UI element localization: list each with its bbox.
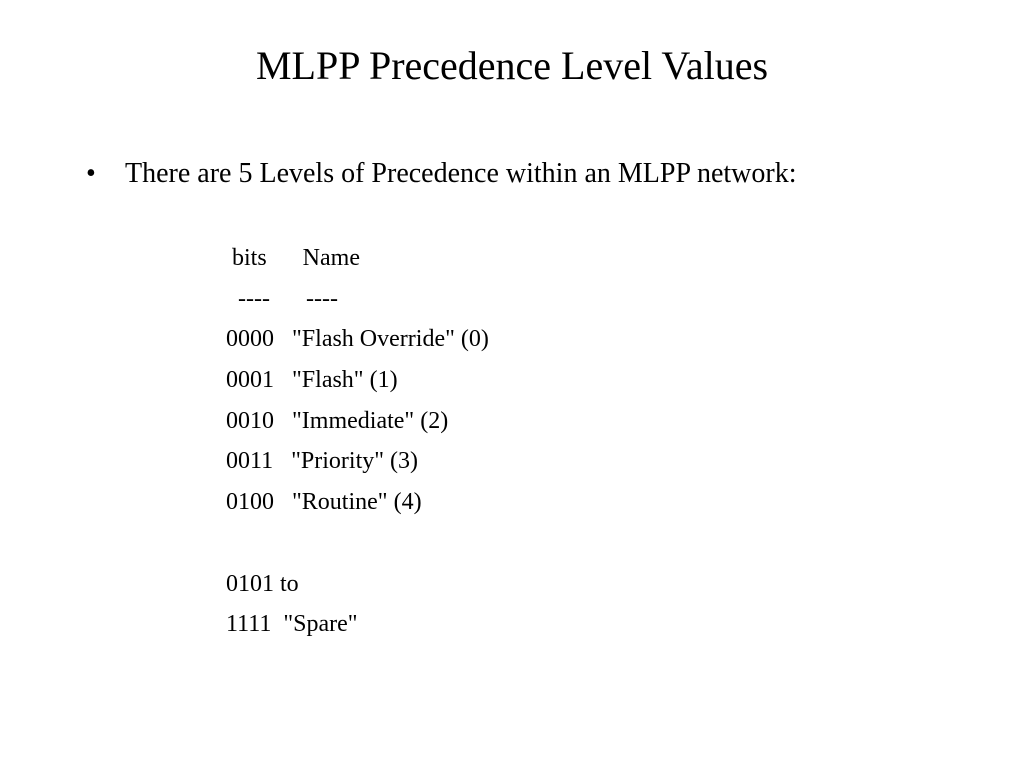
spare-range-start: 0101 to xyxy=(226,570,299,597)
table-row: 0011 "Priority" (3) xyxy=(226,448,419,475)
table-separator: ---- ---- xyxy=(226,285,338,312)
table-row: 0001 "Flash" (1) xyxy=(226,367,398,394)
table-header: bits Name xyxy=(226,245,360,271)
spare-range-end: 1111 "Spare" xyxy=(226,611,358,638)
slide-title: MLPP Precedence Level Values xyxy=(255,43,769,88)
blank-line xyxy=(226,526,646,567)
table-row: 0010 "Immediate" (2) xyxy=(226,407,449,434)
table-row: 0000 "Flash Override" (0) xyxy=(226,326,489,353)
bullet-marker: • xyxy=(86,158,96,189)
precedence-table xyxy=(226,241,646,648)
bullet-text: There are 5 Levels of Precedence within an MLPP network: xyxy=(125,158,797,189)
table-row: 0100 "Routine" (4) xyxy=(226,489,422,516)
